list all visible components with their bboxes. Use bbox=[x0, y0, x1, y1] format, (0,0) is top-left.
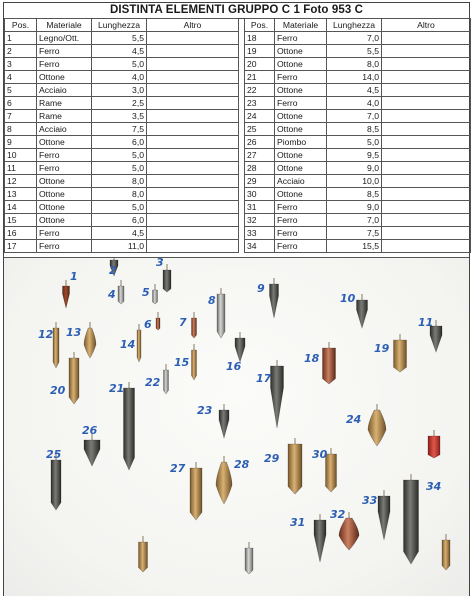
cell-materiale: Ferro bbox=[275, 97, 327, 110]
cell-lunghezza: 9,0 bbox=[327, 162, 382, 175]
cell-lunghezza: 4,5 bbox=[327, 84, 382, 97]
cell-pos: 30 bbox=[245, 188, 275, 201]
table-row bbox=[245, 71, 471, 84]
cell-lunghezza: 7,0 bbox=[327, 32, 382, 45]
cell-lunghezza: 8,5 bbox=[327, 123, 382, 136]
photo-label-33: 33 bbox=[362, 494, 378, 507]
cell-pos: 29 bbox=[245, 175, 275, 188]
cell-lunghezza: 9,5 bbox=[327, 149, 382, 162]
cell-materiale: Acciaio bbox=[275, 175, 327, 188]
photo-label-7: 7 bbox=[179, 316, 187, 329]
table-header-row bbox=[5, 19, 239, 32]
cell-materiale: Ferro bbox=[37, 162, 92, 175]
table-row bbox=[245, 227, 471, 240]
cell-materiale: Acciaio bbox=[37, 84, 92, 97]
photo-label-12: 12 bbox=[38, 328, 54, 341]
cell-pos: 1 bbox=[5, 32, 37, 45]
cell-altro bbox=[147, 227, 239, 240]
document-page bbox=[3, 2, 470, 596]
cell-altro bbox=[382, 175, 471, 188]
photo-label-10: 10 bbox=[340, 292, 356, 305]
cell-lunghezza: 4,5 bbox=[92, 227, 147, 240]
photo-label-4: 4 bbox=[108, 288, 116, 301]
photo-label-20: 20 bbox=[50, 384, 66, 397]
cell-lunghezza: 6,0 bbox=[92, 136, 147, 149]
cell-materiale: Rame bbox=[37, 97, 92, 110]
photo-label-25: 25 bbox=[46, 448, 62, 461]
plumb-bob bbox=[314, 514, 326, 562]
plumb-bob bbox=[270, 278, 279, 318]
plumb-bob bbox=[288, 438, 302, 494]
plumb-bob bbox=[192, 344, 197, 380]
cell-materiale: Ottone bbox=[275, 162, 327, 175]
cell-pos: 4 bbox=[5, 71, 37, 84]
cell-altro bbox=[147, 175, 239, 188]
cell-materiale: Ferro bbox=[37, 58, 92, 71]
cell-pos: 7 bbox=[5, 110, 37, 123]
cell-altro bbox=[382, 214, 471, 227]
cell-materiale: Ottone bbox=[275, 58, 327, 71]
table-row bbox=[5, 71, 239, 84]
table-row bbox=[245, 214, 471, 227]
parts-table-right bbox=[244, 18, 471, 253]
plumb-bob bbox=[137, 324, 141, 362]
plumb-bob bbox=[394, 334, 407, 372]
table-row bbox=[5, 123, 239, 136]
cell-lunghezza: 2,5 bbox=[92, 97, 147, 110]
plumb-bob bbox=[69, 352, 79, 404]
plumb-bob bbox=[118, 280, 124, 304]
photo-label-14: 14 bbox=[120, 338, 136, 351]
table-row bbox=[245, 175, 471, 188]
cell-materiale: Ferro bbox=[275, 227, 327, 240]
cell-pos: 18 bbox=[245, 32, 275, 45]
cell-materiale: Ottone bbox=[275, 84, 327, 97]
table-row bbox=[245, 45, 471, 58]
photo-label-16: 16 bbox=[226, 360, 242, 373]
table-row bbox=[245, 188, 471, 201]
plumb-bob bbox=[217, 288, 225, 338]
plumb-bob bbox=[139, 536, 148, 572]
cell-altro bbox=[382, 97, 471, 110]
cell-altro bbox=[382, 188, 471, 201]
photo-label-29: 29 bbox=[264, 452, 280, 465]
cell-pos: 23 bbox=[245, 97, 275, 110]
photo-label-18: 18 bbox=[304, 352, 320, 365]
cell-pos: 19 bbox=[245, 45, 275, 58]
table-row bbox=[245, 201, 471, 214]
cell-altro bbox=[147, 71, 239, 84]
plumb-bob bbox=[153, 284, 158, 304]
cell-lunghezza: 11,0 bbox=[92, 240, 147, 253]
cell-lunghezza: 5,0 bbox=[327, 136, 382, 149]
cell-altro bbox=[147, 214, 239, 227]
photo-label-2: 2 bbox=[109, 264, 117, 277]
cell-lunghezza: 5,0 bbox=[92, 58, 147, 71]
col-lunghezza: Lunghezza bbox=[92, 19, 147, 32]
table-row bbox=[245, 110, 471, 123]
cell-pos: 14 bbox=[5, 201, 37, 214]
plumb-bob bbox=[51, 454, 61, 510]
table-row bbox=[5, 58, 239, 71]
cell-lunghezza: 5,0 bbox=[92, 162, 147, 175]
cell-materiale: Ferro bbox=[37, 240, 92, 253]
cell-pos: 33 bbox=[245, 227, 275, 240]
cell-altro bbox=[382, 227, 471, 240]
cell-altro bbox=[382, 58, 471, 71]
cell-materiale: Ottone bbox=[275, 188, 327, 201]
cell-altro bbox=[147, 201, 239, 214]
plumb-bob bbox=[404, 474, 419, 564]
table-header-row bbox=[245, 19, 471, 32]
photo-label-1: 1 bbox=[70, 270, 78, 283]
cell-materiale: Piombo bbox=[275, 136, 327, 149]
table-row bbox=[5, 214, 239, 227]
cell-materiale: Legno/Ott. bbox=[37, 32, 92, 45]
plumb-bob bbox=[368, 404, 386, 446]
cell-materiale: Ferro bbox=[275, 214, 327, 227]
table-row bbox=[245, 32, 471, 45]
cell-pos: 16 bbox=[5, 227, 37, 240]
cell-lunghezza: 8,5 bbox=[327, 188, 382, 201]
table-row bbox=[5, 45, 239, 58]
cell-lunghezza: 10,0 bbox=[327, 175, 382, 188]
cell-pos: 12 bbox=[5, 175, 37, 188]
plumb-bob bbox=[84, 322, 96, 358]
cell-altro bbox=[147, 32, 239, 45]
col-materiale: Materiale bbox=[37, 19, 92, 32]
photo-label-13: 13 bbox=[66, 326, 82, 339]
cell-materiale: Ottone bbox=[275, 45, 327, 58]
plumb-bob bbox=[219, 404, 229, 438]
photo-label-8: 8 bbox=[208, 294, 216, 307]
plumb-bob bbox=[216, 456, 232, 504]
photo-label-6: 6 bbox=[144, 318, 152, 331]
photo-label-3: 3 bbox=[156, 258, 164, 269]
photo-label-27: 27 bbox=[170, 462, 186, 475]
cell-altro bbox=[147, 240, 239, 253]
cell-materiale: Acciaio bbox=[37, 123, 92, 136]
col-pos: Pos. bbox=[5, 19, 37, 32]
cell-altro bbox=[382, 240, 471, 253]
cell-altro bbox=[382, 162, 471, 175]
cell-lunghezza: 7,0 bbox=[327, 110, 382, 123]
cell-pos: 20 bbox=[245, 58, 275, 71]
plumb-bob bbox=[124, 382, 135, 470]
table-row bbox=[5, 162, 239, 175]
plumb-bob bbox=[156, 312, 160, 330]
cell-altro bbox=[147, 136, 239, 149]
cell-altro bbox=[147, 123, 239, 136]
photo-label-9: 9 bbox=[257, 282, 265, 295]
cell-pos: 27 bbox=[245, 149, 275, 162]
photo-label-32: 32 bbox=[330, 508, 346, 521]
plumb-bob bbox=[271, 360, 284, 428]
cell-pos: 25 bbox=[245, 123, 275, 136]
table-row bbox=[245, 162, 471, 175]
col-pos: Pos. bbox=[245, 19, 275, 32]
cell-altro bbox=[147, 97, 239, 110]
cell-pos: 34 bbox=[245, 240, 275, 253]
photo-canvas bbox=[4, 258, 469, 596]
photo-label-15: 15 bbox=[174, 356, 190, 369]
cell-materiale: Rame bbox=[37, 110, 92, 123]
cell-altro bbox=[382, 45, 471, 58]
plumb-bob bbox=[357, 294, 368, 328]
cell-materiale: Ferro bbox=[275, 201, 327, 214]
table-row bbox=[5, 227, 239, 240]
cell-pos: 11 bbox=[5, 162, 37, 175]
cell-pos: 32 bbox=[245, 214, 275, 227]
table-row bbox=[5, 136, 239, 149]
cell-altro bbox=[147, 162, 239, 175]
table-row bbox=[5, 188, 239, 201]
cell-pos: 28 bbox=[245, 162, 275, 175]
cell-materiale: Ferro bbox=[275, 240, 327, 253]
photo-label-19: 19 bbox=[374, 342, 390, 355]
cell-lunghezza: 5,0 bbox=[92, 201, 147, 214]
cell-altro bbox=[382, 201, 471, 214]
document-title: DISTINTA ELEMENTI GRUPPO C 1 Foto 953 C bbox=[4, 3, 469, 19]
plumb-bob bbox=[190, 462, 202, 520]
cell-lunghezza: 3,5 bbox=[92, 110, 147, 123]
photo-label-5: 5 bbox=[142, 286, 150, 299]
cell-lunghezza: 7,0 bbox=[327, 214, 382, 227]
cell-materiale: Ottone bbox=[275, 123, 327, 136]
cell-lunghezza: 8,0 bbox=[327, 58, 382, 71]
cell-altro bbox=[147, 110, 239, 123]
table-row bbox=[245, 97, 471, 110]
photo-label-23: 23 bbox=[197, 404, 213, 417]
cell-materiale: Ferro bbox=[37, 45, 92, 58]
cell-materiale: Ferro bbox=[37, 149, 92, 162]
plumb-bob bbox=[63, 280, 70, 308]
plumb-bob bbox=[323, 342, 336, 384]
cell-pos: 3 bbox=[5, 58, 37, 71]
table-row bbox=[5, 84, 239, 97]
cell-materiale: Ferro bbox=[275, 32, 327, 45]
plumb-bob bbox=[53, 322, 59, 368]
photo-label-31: 31 bbox=[290, 516, 306, 529]
plumb-bob bbox=[245, 542, 253, 574]
col-altro: Altro bbox=[147, 19, 239, 32]
photo-label-21: 21 bbox=[109, 382, 125, 395]
cell-pos: 8 bbox=[5, 123, 37, 136]
photo-label-22: 22 bbox=[145, 376, 161, 389]
plumb-bob bbox=[442, 534, 450, 570]
plumb-bobs-photo bbox=[4, 257, 469, 596]
cell-materiale: Ottone bbox=[37, 188, 92, 201]
photo-label-34: 34 bbox=[426, 480, 442, 493]
cell-pos: 26 bbox=[245, 136, 275, 149]
photo-label-17: 17 bbox=[256, 372, 272, 385]
cell-pos: 22 bbox=[245, 84, 275, 97]
cell-lunghezza: 7,5 bbox=[327, 227, 382, 240]
plumb-bob bbox=[163, 264, 171, 292]
cell-pos: 31 bbox=[245, 201, 275, 214]
plumb-bob bbox=[84, 434, 100, 466]
cell-materiale: Ottone bbox=[275, 110, 327, 123]
cell-altro bbox=[147, 149, 239, 162]
table-row bbox=[245, 58, 471, 71]
cell-altro bbox=[382, 149, 471, 162]
cell-lunghezza: 5,0 bbox=[92, 149, 147, 162]
cell-materiale: Ferro bbox=[275, 71, 327, 84]
cell-pos: 24 bbox=[245, 110, 275, 123]
plumb-bob bbox=[428, 430, 440, 458]
cell-lunghezza: 5,5 bbox=[92, 32, 147, 45]
cell-pos: 13 bbox=[5, 188, 37, 201]
plumb-bob bbox=[235, 332, 245, 362]
cell-altro bbox=[147, 45, 239, 58]
col-materiale: Materiale bbox=[275, 19, 327, 32]
cell-altro bbox=[382, 71, 471, 84]
cell-altro bbox=[147, 188, 239, 201]
plumb-bob bbox=[164, 364, 169, 394]
cell-altro bbox=[382, 32, 471, 45]
cell-lunghezza: 15,5 bbox=[327, 240, 382, 253]
cell-lunghezza: 14,0 bbox=[327, 71, 382, 84]
table-row bbox=[245, 136, 471, 149]
cell-altro bbox=[382, 110, 471, 123]
cell-materiale: Ottone bbox=[37, 136, 92, 149]
table-row bbox=[5, 97, 239, 110]
cell-lunghezza: 9,0 bbox=[327, 201, 382, 214]
cell-lunghezza: 7,5 bbox=[92, 123, 147, 136]
cell-pos: 17 bbox=[5, 240, 37, 253]
parts-table-left bbox=[4, 18, 239, 253]
table-row bbox=[5, 240, 239, 253]
cell-materiale: Ferro bbox=[37, 227, 92, 240]
cell-materiale: Ottone bbox=[37, 214, 92, 227]
cell-pos: 10 bbox=[5, 149, 37, 162]
table-row bbox=[245, 149, 471, 162]
cell-pos: 9 bbox=[5, 136, 37, 149]
cell-lunghezza: 4,5 bbox=[92, 45, 147, 58]
cell-materiale: Ottone bbox=[37, 201, 92, 214]
cell-altro bbox=[382, 136, 471, 149]
col-lunghezza: Lunghezza bbox=[327, 19, 382, 32]
cell-altro bbox=[382, 123, 471, 136]
cell-lunghezza: 4,0 bbox=[92, 71, 147, 84]
table-row bbox=[5, 201, 239, 214]
photo-label-26: 26 bbox=[82, 424, 98, 437]
table-row bbox=[245, 123, 471, 136]
cell-materiale: Ottone bbox=[37, 71, 92, 84]
cell-lunghezza: 6,0 bbox=[92, 214, 147, 227]
table-row bbox=[5, 149, 239, 162]
cell-lunghezza: 3,0 bbox=[92, 84, 147, 97]
cell-altro bbox=[147, 58, 239, 71]
table-row bbox=[5, 32, 239, 45]
cell-pos: 2 bbox=[5, 45, 37, 58]
cell-materiale: Ottone bbox=[37, 175, 92, 188]
table-row bbox=[245, 240, 471, 253]
plumb-bob bbox=[378, 490, 390, 540]
cell-lunghezza: 5,5 bbox=[327, 45, 382, 58]
photo-label-24: 24 bbox=[346, 413, 362, 426]
photo-label-11: 11 bbox=[418, 316, 434, 329]
cell-pos: 5 bbox=[5, 84, 37, 97]
table-row bbox=[5, 175, 239, 188]
cell-pos: 6 bbox=[5, 97, 37, 110]
cell-pos: 21 bbox=[245, 71, 275, 84]
cell-lunghezza: 8,0 bbox=[92, 175, 147, 188]
cell-lunghezza: 8,0 bbox=[92, 188, 147, 201]
col-altro: Altro bbox=[382, 19, 471, 32]
photo-label-28: 28 bbox=[234, 458, 250, 471]
cell-materiale: Ottone bbox=[275, 149, 327, 162]
cell-lunghezza: 4,0 bbox=[327, 97, 382, 110]
cell-altro bbox=[147, 84, 239, 97]
cell-pos: 15 bbox=[5, 214, 37, 227]
cell-altro bbox=[382, 84, 471, 97]
plumb-bob bbox=[192, 312, 197, 338]
photo-label-30: 30 bbox=[312, 448, 328, 461]
table-row bbox=[245, 84, 471, 97]
table-row bbox=[5, 110, 239, 123]
